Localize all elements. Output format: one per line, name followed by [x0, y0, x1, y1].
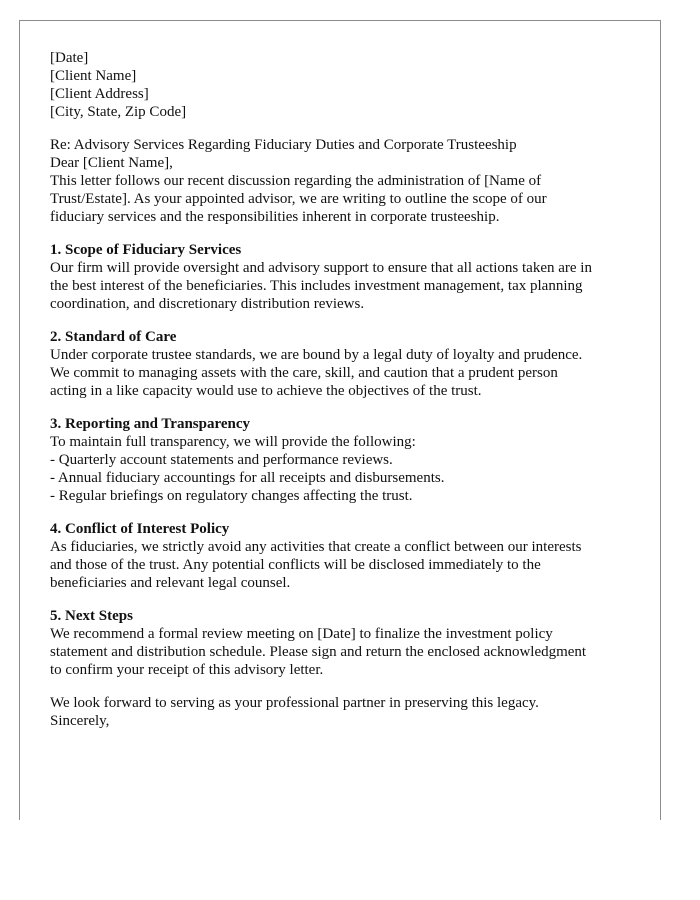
section-text-line: Under corporate trustee standards, we are bound by a legal duty of loyalty and prudence. — [50, 347, 583, 363]
section-heading: 3. Reporting and Transparency — [50, 416, 251, 432]
section-text-line: We recommend a formal review meeting on [Date] to finalize the investment policy — [50, 626, 553, 642]
section-heading: 1. Scope of Fiduciary Services — [50, 242, 242, 258]
intro-line: fiduciary services and the responsibilities inherent in corporate trusteeship. — [50, 209, 500, 225]
recipient-address — [50, 67, 640, 121]
section-text-line: the best interest of the beneficiaries. This includes investment management, tax planning — [50, 278, 583, 294]
section-heading: 2. Standard of Care — [50, 329, 177, 345]
bullet-item: - Regular briefings on regulatory changes affecting the trust. — [50, 488, 413, 504]
section-text-line: Our firm will provide oversight and advisory support to ensure that all actions taken are in — [50, 260, 592, 276]
section-reporting — [50, 415, 640, 505]
section-text-line: to confirm your receipt of this advisory letter. — [50, 662, 324, 678]
section-text-line: and those of the trust. Any potential conflicts will be disclosed immediately to the — [50, 557, 541, 573]
salutation: Dear [Client Name], — [50, 155, 173, 171]
intro-paragraph — [50, 172, 640, 226]
section-heading: 5. Next Steps — [50, 608, 133, 624]
section-scope — [50, 241, 640, 313]
intro-line: This letter follows our recent discussion regarding the administration of [Name of — [50, 173, 542, 189]
section-next-steps — [50, 607, 640, 679]
letter-page — [19, 20, 661, 820]
section-standard-of-care — [50, 328, 640, 400]
intro-line: Trust/Estate]. As your appointed advisor, we are writing to outline the scope of our — [50, 191, 547, 207]
section-heading: 4. Conflict of Interest Policy — [50, 521, 230, 537]
recipient-city-state-zip: [City, State, Zip Code] — [50, 104, 187, 120]
subject-line: Re: Advisory Services Regarding Fiduciary Duties and Corporate Trusteeship — [50, 137, 517, 153]
section-text-line: statement and distribution schedule. Please sign and return the enclosed acknowledgment — [50, 644, 587, 660]
signoff: Sincerely, — [50, 713, 110, 729]
section-text-line: As fiduciaries, we strictly avoid any activities that create a conflict between our interests — [50, 539, 582, 555]
letter-body — [50, 49, 640, 730]
section-text-line: To maintain full transparency, we will provide the following: — [50, 434, 416, 450]
section-conflict-of-interest — [50, 520, 640, 592]
closing-line: We look forward to serving as your professional partner in preserving this legacy. — [50, 695, 539, 711]
recipient-name: [Client Name] — [50, 68, 137, 84]
section-text-line: coordination, and discretionary distribution reviews. — [50, 296, 365, 312]
section-text-line: beneficiaries and relevant legal counsel. — [50, 575, 291, 591]
section-text-line: acting in a like capacity would use to achieve the objectives of the trust. — [50, 383, 482, 399]
recipient-address-line: [Client Address] — [50, 86, 149, 102]
section-text-line: We commit to managing assets with the care, skill, and caution that a prudent person — [50, 365, 558, 381]
bullet-item: - Quarterly account statements and performance reviews. — [50, 452, 393, 468]
letter-date: [Date] — [50, 50, 89, 66]
bullet-item: - Annual fiduciary accountings for all receipts and disbursements. — [50, 470, 445, 486]
